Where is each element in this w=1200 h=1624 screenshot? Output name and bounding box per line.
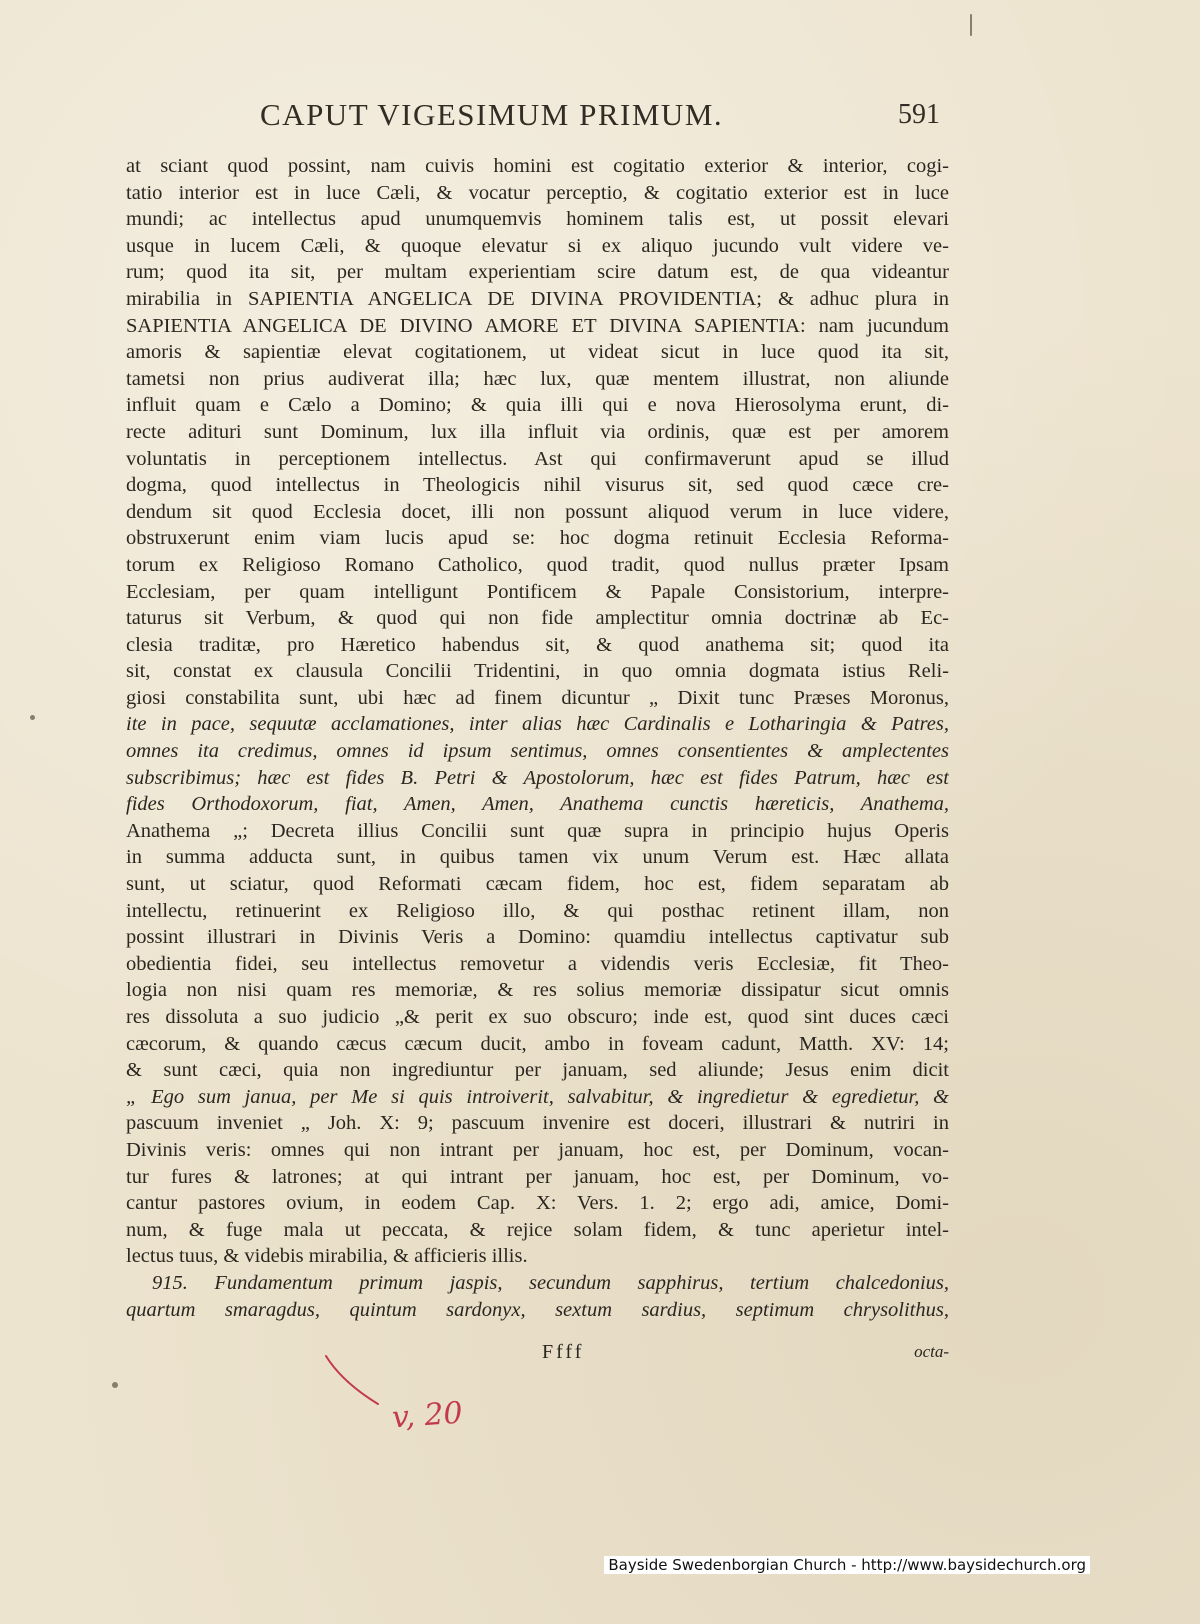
pencil-note: v, 20 — [390, 1395, 464, 1436]
quote-line: fides Orthodoxorum, fiat, Amen, Amen, Anathema cunctis hæreticis, Anathema, — [126, 793, 949, 816]
text-line: voluntatis in perceptionem intellectus. Ast qui confirmaverunt apud se illud — [126, 447, 949, 470]
page-header — [120, 95, 940, 141]
text-line: cantur pastores ovium, in eodem Cap. X: Vers. 1. 2; ergo adi, amice, Domi- — [126, 1192, 949, 1215]
quote-line: „ Ego sum janua, per Me si quis introiverit, salvabitur, & ingredietur & egredietur, & — [126, 1085, 949, 1108]
paragraph-end-line: lectus tuus, & videbis mirabilia, & afficieris illis. — [126, 1245, 528, 1268]
text-line: sunt, ut sciatur, quod Reformati cæcam fidem, hoc est, fidem separatam ab — [126, 873, 949, 896]
quote-line: ite in pace, sequutæ acclamationes, inter alias hæc Cardinalis e Lotharingia & Patres, — [126, 713, 949, 736]
text-line: obstruxerunt enim viam lucis apud se: hoc dogma retinuit Ecclesia Reforma- — [126, 527, 949, 550]
text-line: SAPIENTIA ANGELICA DE DIVINO AMORE ET DIVINA SAPIENTIA: nam jucundum — [126, 314, 949, 337]
text-line: usque in lucem Cæli, & quoque elevatur si ex aliquo jucundo vult videre ve- — [126, 234, 949, 257]
text-line: intellectu, retinuerint ex Religioso illo, & qui posthac retinent illam, non — [126, 899, 949, 922]
running-title: CAPUT VIGESIMUM PRIMUM. — [260, 97, 724, 132]
signature-mark: Ffff — [542, 1341, 585, 1363]
paper-speck — [112, 1382, 118, 1388]
text-line: giosi constabilita sunt, ubi hæc ad finem dicuntur „ Dixit tunc Præses Moronus, — [126, 686, 949, 709]
text-line: clesia traditæ, pro Hæretico habendus sit, & quod anathema sit; quod ita — [126, 633, 949, 656]
text-line: quartum smaragdus, quintum sardonyx, sextum sardius, septimum chrysolithus, — [126, 1298, 949, 1321]
text-line: cæcorum, & quando cæcus cæcum ducit, ambo in foveam cadunt, Matth. XV: 14; — [126, 1032, 949, 1055]
text-line: dendum sit quod Ecclesia docet, illi non possunt aliquod verum in luce videre, — [126, 500, 949, 523]
text-line: torum ex Religioso Romano Catholico, quod tradit, quod nullus præter Ipsam — [126, 553, 949, 576]
pencil-stroke — [322, 1352, 402, 1412]
catchword: octa- — [914, 1342, 949, 1361]
text-line: at sciant quod possint, nam cuivis homini est cogitatio exterior & interior, cogi- — [126, 155, 949, 177]
text-line: tametsi non prius audiverat illa; hæc lux, quæ mentem illustrat, non aliunde — [126, 367, 949, 390]
text-line: logia non nisi quam res memoriæ, & res solius memoriæ dissipatur sicut omnis — [126, 979, 949, 1002]
text-line: influit quam e Cælo a Domino; & quia illi qui e nova Hierosolyma erunt, di- — [126, 394, 949, 417]
text-line: rum; quod ita sit, per multam experientiam scire datum est, de qua videantur — [126, 261, 949, 284]
text-line: pascuum inveniet „ Joh. X: 9; pascuum invenire est doceri, illustrari & nutriri in — [126, 1112, 949, 1135]
page-number: 591 — [898, 99, 940, 130]
text-line: possint illustrari in Divinis Veris a Domino: quamdiu intellectus captivatur sub — [126, 926, 949, 949]
text-line: num, & fuge mala ut peccata, & rejice solam fidem, & tunc aperietur intel- — [126, 1218, 949, 1241]
text-line: Anathema „; Decreta illius Concilii sunt quæ supra in principio hujus Operis — [126, 819, 949, 842]
credit-line: Bayside Swedenborgian Church - http://www.baysidechurch.org — [604, 1556, 1090, 1574]
section-915-line: 915. Fundamentum primum jaspis, secundum sapphirus, tertium chalcedonius, — [152, 1271, 949, 1294]
page-footer — [126, 1342, 949, 1366]
body-text — [126, 153, 949, 1323]
text-line: tatio interior est in luce Cæli, & vocatur perceptio, & cogitatio exterior est in luce — [126, 181, 949, 204]
text-line: Ecclesiam, per quam intelligunt Pontificem & Papale Consistorium, interpre- — [126, 580, 949, 603]
text-line: obedientia fidei, seu intellectus removetur a videndis veris Ecclesiæ, fit Theo- — [126, 952, 949, 975]
text-line: mirabilia in SAPIENTIA ANGELICA DE DIVINA PROVIDENTIA; & adhuc plura in — [126, 287, 949, 310]
text-line: sit, constat ex clausula Concilii Tridentini, in quo omnia dogmata istius Reli- — [126, 660, 949, 683]
paper-speck — [970, 14, 972, 36]
text-line: mundi; ac intellectus apud unumquemvis hominem talis est, ut possit elevari — [126, 208, 949, 231]
text-line: & sunt cæci, quia non ingrediuntur per januam, sed aliunde; Jesus enim dicit — [126, 1059, 949, 1082]
text-line: amoris & sapientiæ elevat cogitationem, ut videat sicut in luce quod ita sit, — [126, 341, 949, 364]
text-line: res dissoluta a suo judicio „& perit ex suo obscuro; inde est, quod sint duces cæci — [126, 1006, 949, 1028]
quote-line: subscribimus; hæc est fides B. Petri & Apostolorum, hæc est fides Patrum, hæc est — [126, 766, 949, 789]
quote-line: omnes ita credimus, omnes id ipsum sentimus, omnes consentientes & amplectentes — [126, 740, 949, 763]
text-line: in summa adducta sunt, in quibus tamen vix unum Verum est. Hæc allata — [126, 846, 949, 869]
text-line: dogma, quod intellectus in Theologicis nihil visurus sit, sed quod cæce cre- — [126, 474, 949, 497]
text-line: Divinis veris: omnes qui non intrant per januam, hoc est, per Dominum, vocan- — [126, 1138, 949, 1161]
text-line: taturus sit Verbum, & quod qui non fide amplectitur omnia doctrinæ ab Ec- — [126, 607, 949, 630]
text-line: recte adituri sunt Dominum, lux illa influit via ordinis, quæ est per amorem — [126, 420, 949, 443]
text-line: tur fures & latrones; at qui intrant per januam, hoc est, per Dominum, vo- — [126, 1165, 949, 1188]
paper-speck — [30, 715, 35, 720]
